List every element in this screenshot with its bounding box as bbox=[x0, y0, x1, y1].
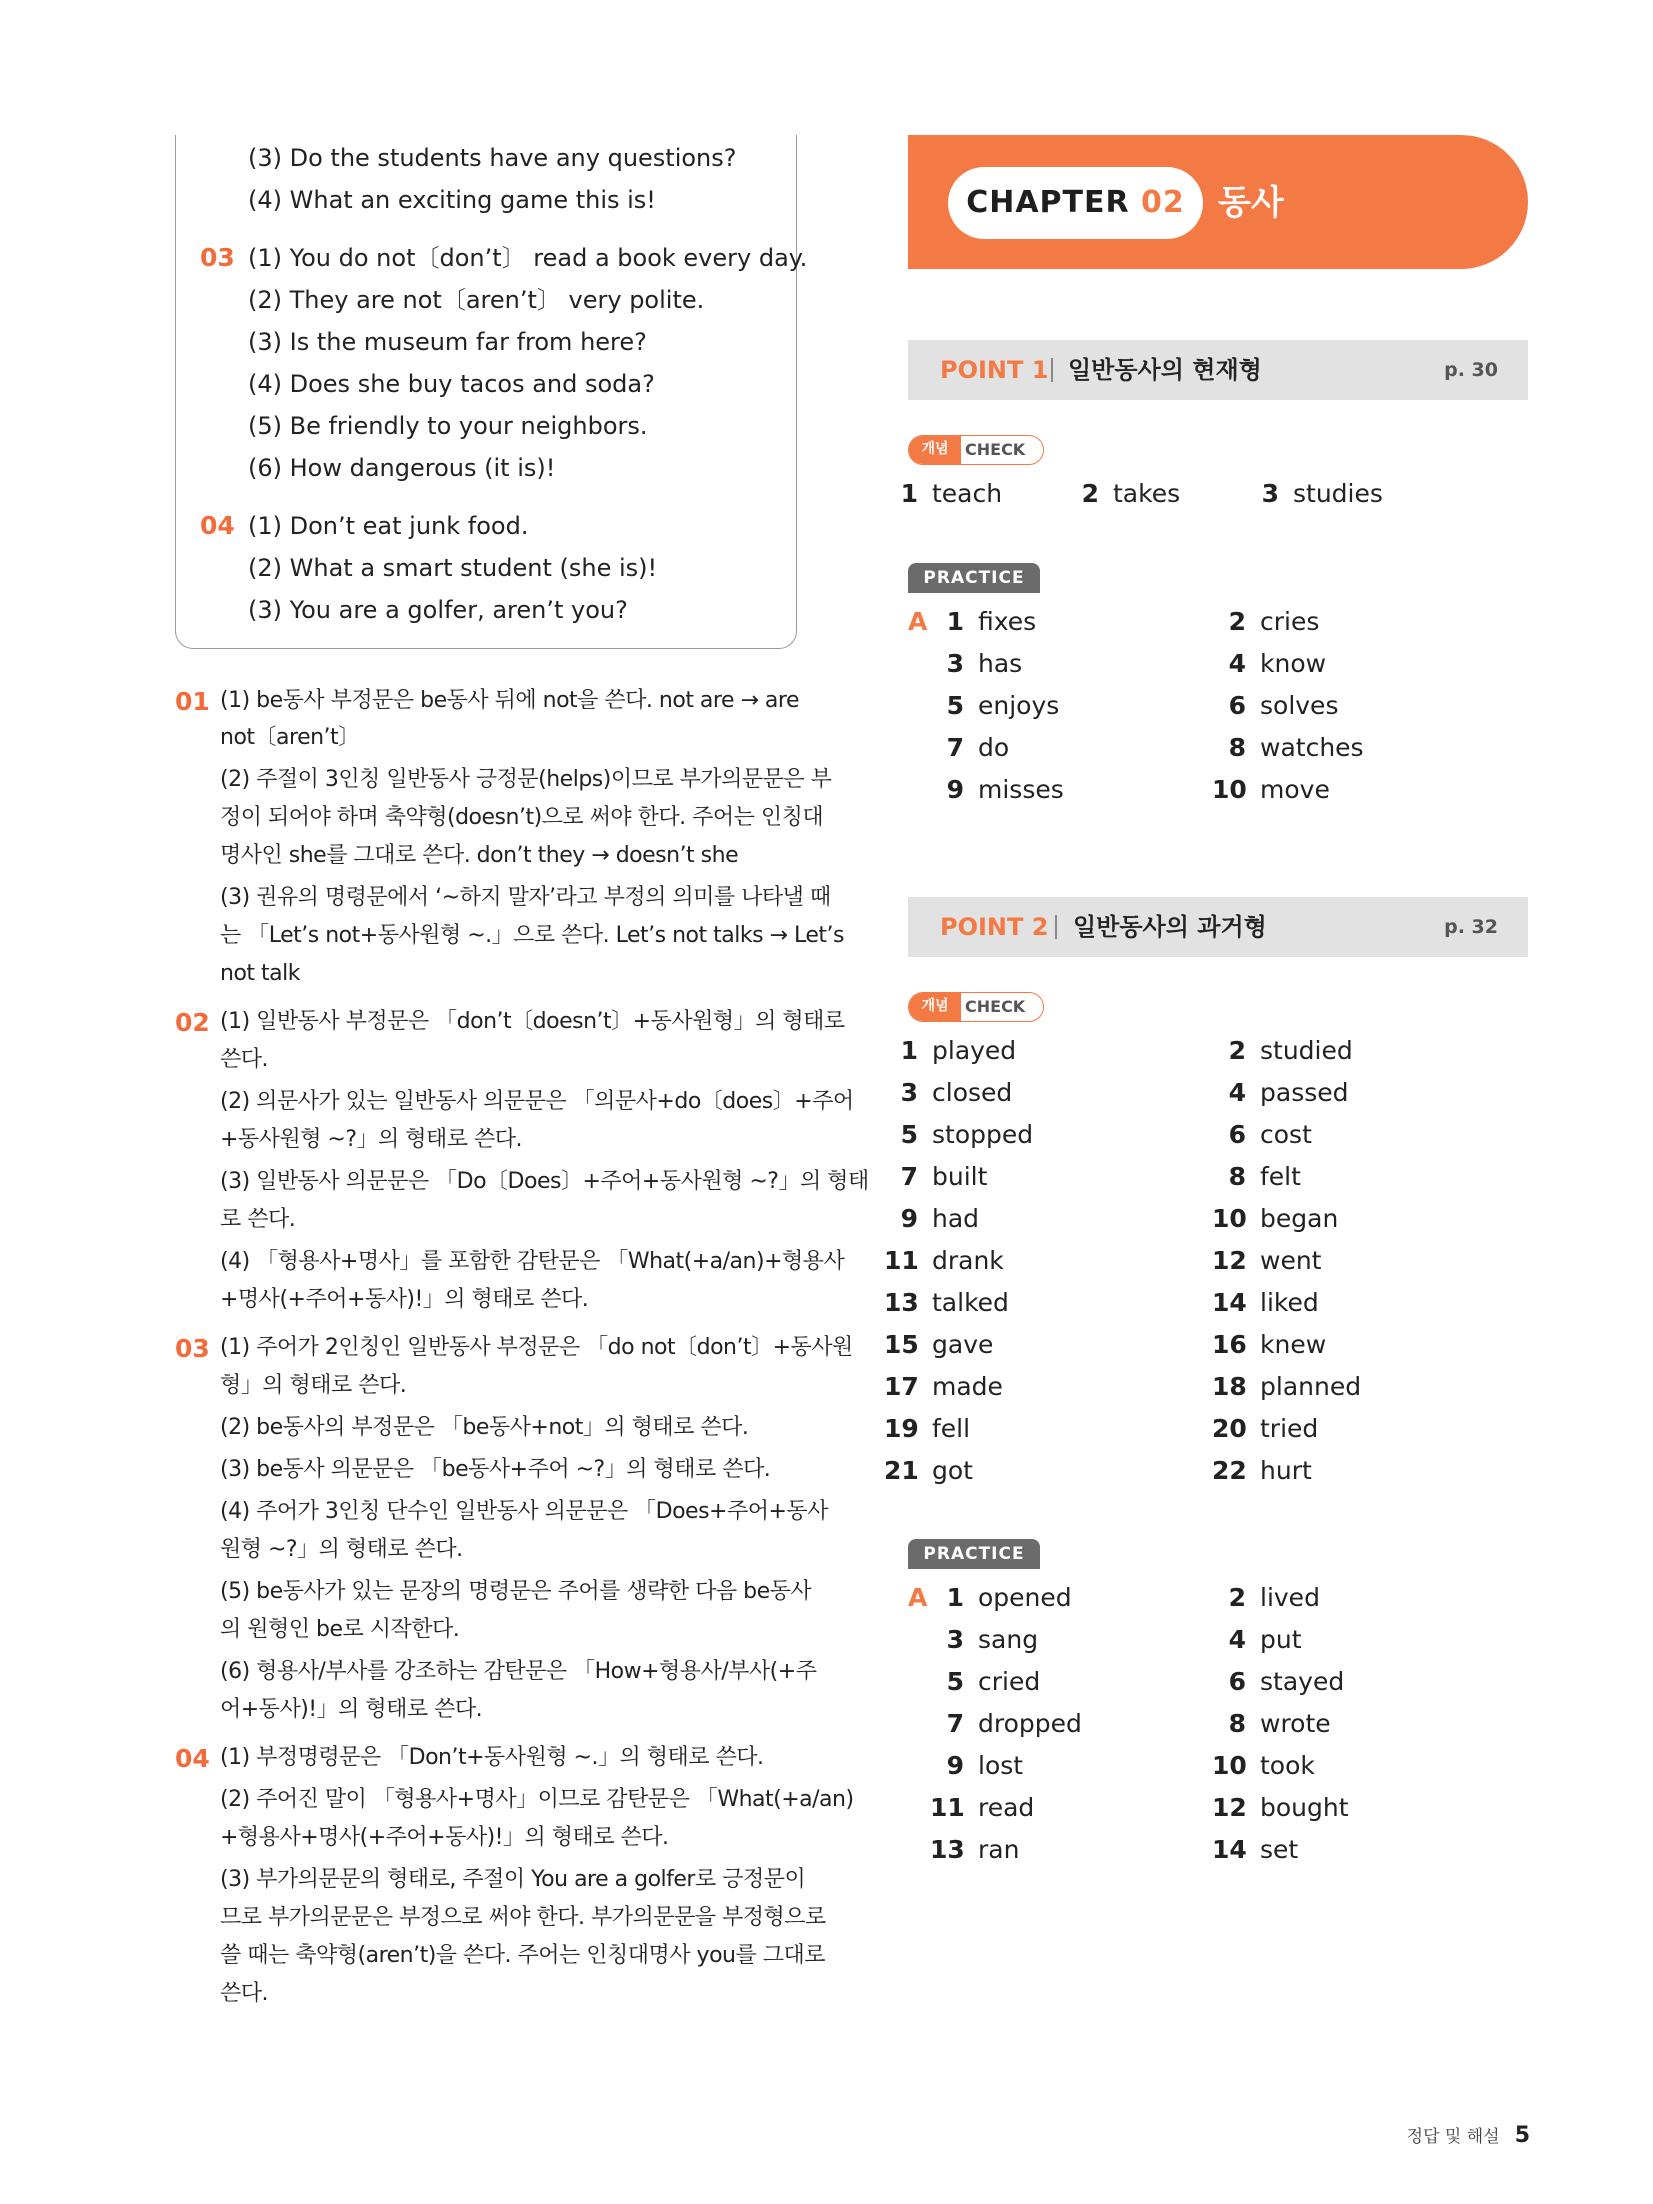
answer-line: (3) Do the students have any questions? bbox=[248, 144, 737, 172]
explanation-line: (3) be동사 의문문은 「be동사+주어 ~?」의 형태로 쓴다. bbox=[220, 1457, 771, 1482]
answer-item: 6 solves bbox=[1228, 691, 1339, 720]
concept-check-badge bbox=[908, 992, 1044, 1022]
explanation-line: 쓴다. bbox=[220, 1047, 268, 1072]
answer-item: 8 watches bbox=[1228, 733, 1364, 762]
answer-line: (2) They are not〔aren’t〕 very polite. bbox=[248, 286, 705, 314]
answer-item: 2 studied bbox=[1228, 1036, 1353, 1065]
answer-line: (2) What a smart student (she is)! bbox=[248, 554, 658, 582]
explanation-line: 므로 부가의문문은 부정으로 써야 한다. 부가의문문을 부정형으로 bbox=[220, 1905, 826, 1930]
explanation-line: 정이 되어야 하며 축약형(doesn’t)으로 써야 한다. 주어는 인칭대 bbox=[220, 805, 824, 830]
explanation-line: (1) 주어가 2인칭인 일반동사 부정문은 「do not〔don’t〕+동사원 bbox=[220, 1335, 853, 1360]
answer-item: 5 stopped bbox=[900, 1120, 1034, 1149]
chapter-title: 동사 bbox=[1218, 183, 1284, 223]
answer-item: 11 read bbox=[930, 1793, 1035, 1822]
answer-number: 04 bbox=[200, 511, 235, 540]
answer-item: 19 fell bbox=[884, 1414, 971, 1443]
explanation-line: (4) 「형용사+명사」를 포함한 감탄문은 「What(+a/an)+형용사 bbox=[220, 1249, 845, 1274]
answer-item: 14 set bbox=[1212, 1835, 1299, 1864]
explanation-line: +명사(+주어+동사)!」의 형태로 쓴다. bbox=[220, 1287, 589, 1312]
badge-right: CHECK bbox=[965, 440, 1026, 459]
answer-item: 1 opened bbox=[946, 1583, 1072, 1612]
answer-item: 7 dropped bbox=[946, 1709, 1082, 1738]
badge-left: 개념 bbox=[909, 993, 961, 1021]
explanation-line: (2) 의문사가 있는 일반동사 의문문은 「의문사+do〔does〕+주어 bbox=[220, 1089, 854, 1114]
answer-item: 4 passed bbox=[1228, 1078, 1349, 1107]
answer-item: 12 went bbox=[1212, 1246, 1322, 1275]
point-title: 일반동사의 현재형 bbox=[1068, 356, 1262, 384]
explanation-line: (1) be동사 부정문은 be동사 뒤에 not을 쓴다. not are → are bbox=[220, 688, 800, 713]
explanation-line: (6) 형용사/부사를 강조하는 감탄문은 「How+형용사/부사(+주 bbox=[220, 1659, 817, 1684]
answer-item: 13 ran bbox=[930, 1835, 1020, 1864]
explanation-line: 명사인 she를 그대로 쓴다. don’t they → doesn’t she bbox=[220, 843, 739, 868]
answer-item: 18 planned bbox=[1212, 1372, 1362, 1401]
answer-item: 7 do bbox=[946, 733, 1010, 762]
explanation-line: 쓴다. bbox=[220, 1981, 268, 2006]
chapter-pill bbox=[948, 167, 1203, 239]
answer-item: 5 enjoys bbox=[946, 691, 1060, 720]
explanation-line: 쓸 때는 축약형(aren’t)을 쓴다. 주어는 인칭대명사 you를 그대로 bbox=[220, 1943, 825, 1968]
point-label: POINT 2 bbox=[940, 913, 1049, 941]
badge-right: CHECK bbox=[965, 997, 1026, 1016]
answer-item: 4 put bbox=[1228, 1625, 1302, 1654]
answer-item: 10 took bbox=[1212, 1751, 1315, 1780]
answer-item: 3 sang bbox=[946, 1625, 1039, 1654]
explanation-line: +동사원형 ~?」의 형태로 쓴다. bbox=[220, 1127, 523, 1152]
answer-item: 2 cries bbox=[1228, 607, 1320, 636]
explanation-line: (4) 주어가 3인칭 단수인 일반동사 의문문은 「Does+주어+동사 bbox=[220, 1499, 828, 1524]
answer-line: (6) How dangerous (it is)! bbox=[248, 454, 556, 482]
answer-line: (3) Is the museum far from here? bbox=[248, 328, 647, 356]
answer-item: 8 felt bbox=[1228, 1162, 1301, 1191]
section-letter: A bbox=[908, 1583, 928, 1612]
answer-item: 2 lived bbox=[1228, 1583, 1320, 1612]
practice-badge: PRACTICE bbox=[908, 563, 1040, 593]
explanation-line: (1) 일반동사 부정문은 「don’t〔doesn’t〕+동사원형」의 형태로 bbox=[220, 1009, 845, 1034]
answer-item: 3 studies bbox=[1261, 479, 1383, 508]
explanation-line: (3) 일반동사 의문문은 「Do〔Does〕+주어+동사원형 ~?」의 형태 bbox=[220, 1169, 869, 1194]
answer-number: 03 bbox=[200, 243, 235, 272]
explanation-line: (2) 주어진 말이 「형용사+명사」이므로 감탄문은 「What(+a/an) bbox=[220, 1787, 854, 1812]
chapter-banner bbox=[908, 135, 1528, 269]
point-label: POINT 1 bbox=[940, 356, 1049, 384]
answer-item: 9 had bbox=[900, 1204, 980, 1233]
answer-item: 16 knew bbox=[1212, 1330, 1327, 1359]
answer-item: 9 lost bbox=[946, 1751, 1024, 1780]
answer-item: 10 move bbox=[1212, 775, 1330, 804]
point-separator bbox=[1055, 915, 1057, 939]
answer-item: 1 played bbox=[900, 1036, 1017, 1065]
explanation-line: (3) 권유의 명령문에서 ‘~하지 말자’라고 부정의 의미를 나타낼 때 bbox=[220, 885, 831, 910]
explanation-line: 는 「Let’s not+동사원형 ~.」으로 쓴다. Let’s not talks → Let’s bbox=[220, 923, 844, 948]
answer-item: 13 talked bbox=[884, 1288, 1009, 1317]
explanation-line: not〔aren’t〕 bbox=[220, 725, 360, 750]
point-separator bbox=[1051, 358, 1053, 382]
explanation-number: 02 bbox=[175, 1008, 210, 1037]
explanation-number: 04 bbox=[175, 1744, 210, 1773]
explanation-line: (2) 주절이 3인칭 일반동사 긍정문(helps)이므로 부가의문문은 부 bbox=[220, 767, 832, 792]
explanation-line: 의 원형인 be로 시작한다. bbox=[220, 1617, 460, 1642]
answer-item: 10 began bbox=[1212, 1204, 1339, 1233]
explanation-number: 01 bbox=[175, 687, 210, 716]
answer-line: (1) Don’t eat junk food. bbox=[248, 512, 529, 540]
footer-text: 정답 및 해설 bbox=[1406, 2127, 1500, 2147]
answer-item: 14 liked bbox=[1212, 1288, 1319, 1317]
answer-item: 12 bought bbox=[1212, 1793, 1349, 1822]
concept-check-badge bbox=[908, 435, 1044, 465]
answer-item: 3 closed bbox=[900, 1078, 1013, 1107]
answer-item: 20 tried bbox=[1212, 1414, 1319, 1443]
answer-item: 17 made bbox=[884, 1372, 1003, 1401]
answer-item: 2 takes bbox=[1081, 479, 1181, 508]
answer-line: (5) Be friendly to your neighbors. bbox=[248, 412, 648, 440]
chapter-label: CHAPTER bbox=[966, 185, 1130, 220]
point2-bar bbox=[908, 897, 1528, 957]
badge-left: 개념 bbox=[909, 436, 961, 464]
answer-line: (4) Does she buy tacos and soda? bbox=[248, 370, 655, 398]
explanation-line: not talk bbox=[220, 961, 300, 986]
explanation-line: (3) 부가의문문의 형태로, 주절이 You are a golfer로 긍정문이 bbox=[220, 1867, 806, 1892]
answer-item: 3 has bbox=[946, 649, 1023, 678]
answer-item: 6 cost bbox=[1228, 1120, 1312, 1149]
answer-item: 9 misses bbox=[946, 775, 1064, 804]
answer-item: 7 built bbox=[900, 1162, 988, 1191]
page-footer bbox=[1407, 2120, 1530, 2153]
answer-item: 1 teach bbox=[900, 479, 1003, 508]
answer-item: 15 gave bbox=[884, 1330, 994, 1359]
answer-item: 4 know bbox=[1228, 649, 1327, 678]
answer-item: 5 cried bbox=[946, 1667, 1041, 1696]
point-title: 일반동사의 과거형 bbox=[1073, 913, 1267, 941]
answer-item: 11 drank bbox=[884, 1246, 1004, 1275]
answer-line: (4) What an exciting game this is! bbox=[248, 186, 656, 214]
explanation-line: 로 쓴다. bbox=[220, 1207, 296, 1232]
answer-line: (3) You are a golfer, aren’t you? bbox=[248, 596, 628, 624]
explanation-line: (1) 부정명령문은 「Don’t+동사원형 ~.」의 형태로 쓴다. bbox=[220, 1745, 764, 1770]
explanation-number: 03 bbox=[175, 1334, 210, 1363]
explanation-line: 형」의 형태로 쓴다. bbox=[220, 1373, 407, 1398]
explanation-line: (2) be동사의 부정문은 「be동사+not」의 형태로 쓴다. bbox=[220, 1415, 749, 1440]
page-number: 5 bbox=[1514, 2123, 1530, 2148]
answer-item: 21 got bbox=[884, 1456, 973, 1485]
practice-badge: PRACTICE bbox=[908, 1539, 1040, 1569]
explanation-line: 원형 ~?」의 형태로 쓴다. bbox=[220, 1537, 463, 1562]
section-letter: A bbox=[908, 607, 928, 636]
answer-line: (1) You do not〔don’t〕 read a book every day. bbox=[248, 244, 808, 272]
answer-item: 22 hurt bbox=[1212, 1456, 1312, 1485]
point-page: p. 30 bbox=[1444, 359, 1498, 381]
explanation-line: (5) be동사가 있는 문장의 명령문은 주어를 생략한 다음 be동사 bbox=[220, 1579, 812, 1604]
chapter-number: 02 bbox=[1141, 185, 1185, 220]
explanation-line: 어+동사)!」의 형태로 쓴다. bbox=[220, 1697, 483, 1722]
explanation-line: +형용사+명사(+주어+동사)!」의 형태로 쓴다. bbox=[220, 1825, 669, 1850]
answer-item: 8 wrote bbox=[1228, 1709, 1331, 1738]
point-page: p. 32 bbox=[1444, 916, 1498, 938]
answer-item: 1 fixes bbox=[946, 607, 1037, 636]
answer-item: 6 stayed bbox=[1228, 1667, 1345, 1696]
point1-bar bbox=[908, 340, 1528, 400]
